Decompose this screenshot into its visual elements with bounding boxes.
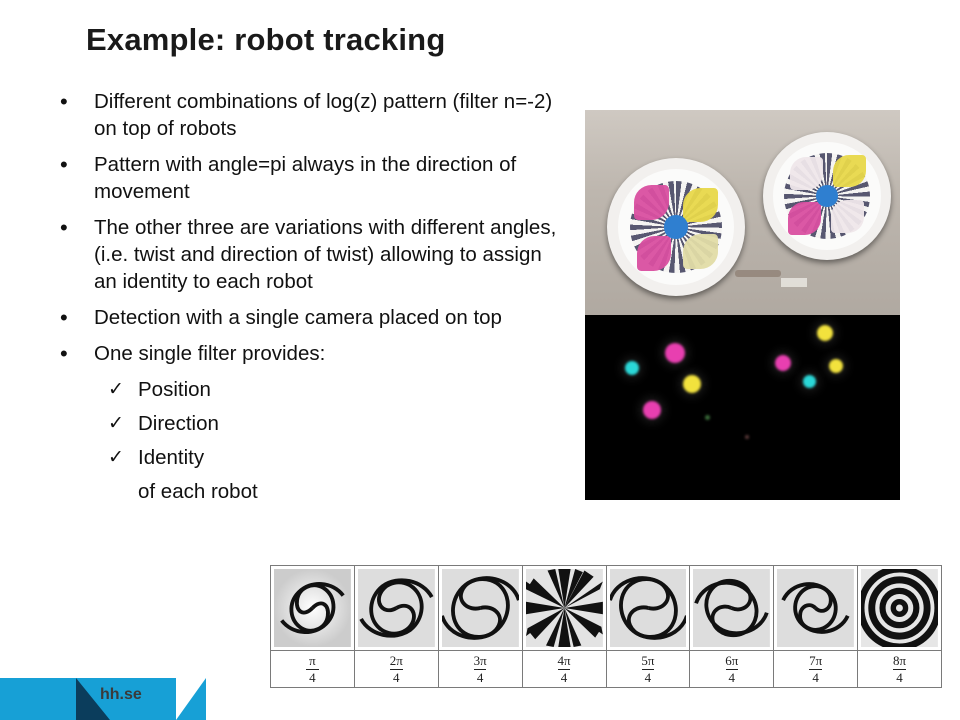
robot-right (763, 132, 891, 260)
list-item-text: Pattern with angle=pi always in the direction of movement (94, 153, 517, 203)
list-item-text: The other three are variations with different angles, (i.e. twist and direction of twist) allowing to assign an identity to each robot (94, 216, 557, 293)
bullet-marker-icon: • (60, 152, 68, 177)
spiral-pattern-icon (442, 569, 519, 647)
detection-noise (745, 435, 749, 439)
robot-disc (618, 169, 734, 285)
fraction-denominator: 4 (809, 669, 822, 684)
fraction-denominator: 4 (474, 669, 487, 684)
list-item-text: Different combinations of log(z) pattern (filter n=-2) on top of robots (94, 90, 553, 140)
robot-hub (664, 215, 687, 238)
detection-blob-magenta (665, 343, 685, 363)
petal-magenta (788, 202, 820, 234)
spiral-pattern-icon (777, 569, 854, 647)
filter-cell-7 (774, 566, 858, 650)
robot-photo-figure (585, 110, 900, 500)
fraction-numerator: 8π (893, 653, 907, 669)
photo-detection-view (585, 315, 900, 500)
detection-blob-cyan (803, 375, 816, 388)
marker-detail (781, 278, 807, 287)
check-icon: ✓ (108, 413, 124, 434)
bullet-marker-icon: • (60, 341, 68, 366)
cable-detail (735, 270, 781, 277)
filter-angle-label (271, 651, 355, 687)
list-item-text: One single filter provides: (94, 342, 326, 365)
filter-cell-5 (607, 566, 691, 650)
spiral-pattern-icon (358, 569, 435, 647)
detection-blob-magenta (775, 355, 791, 371)
filter-image-row (271, 566, 941, 650)
sub-list-item-label: Identity (138, 446, 205, 469)
list-item-text: Detection with a single camera placed on top (94, 306, 502, 329)
fraction-denominator: 4 (726, 669, 739, 684)
fraction-numerator: 2π (389, 653, 403, 669)
filter-label-row (271, 650, 941, 687)
fraction-numerator: 6π (725, 653, 739, 669)
robot-disc (773, 142, 881, 250)
filter-cell-8 (858, 566, 941, 650)
petal-magenta (634, 185, 669, 220)
filter-angle-label (690, 651, 774, 687)
petal-yellow (833, 155, 865, 187)
list-item (46, 151, 566, 205)
fraction-denominator: 4 (558, 669, 571, 684)
robot-left (607, 158, 745, 296)
fraction-numerator: 3π (473, 653, 487, 669)
fraction-numerator: π (309, 653, 316, 669)
list-item (46, 88, 566, 142)
page-title: Example: robot tracking (86, 22, 446, 57)
sub-list-item (46, 444, 566, 471)
detection-blob-yellow (817, 325, 833, 341)
concentric-rings-icon (861, 569, 938, 647)
fraction-denominator: 4 (642, 669, 655, 684)
detection-blob-yellow (829, 359, 843, 373)
sub-list-item (46, 376, 566, 403)
fraction-denominator: 4 (306, 669, 319, 684)
filter-bank-table (270, 565, 942, 688)
fraction-denominator: 4 (893, 669, 906, 684)
detection-blob-magenta (643, 401, 661, 419)
detection-blob-yellow (683, 375, 701, 393)
sub-list-tail-text: of each robot (138, 480, 258, 503)
petal-yellow (683, 188, 718, 223)
list-item (46, 340, 566, 367)
sub-list-item-label: Direction (138, 412, 219, 435)
filter-angle-label (523, 651, 607, 687)
fraction-numerator: 4π (557, 653, 571, 669)
check-icon: ✓ (108, 379, 124, 400)
photo-daylight-view (585, 110, 900, 315)
bullet-marker-icon: • (60, 89, 68, 114)
spiral-pattern-icon (610, 569, 687, 647)
robot-hub (816, 185, 838, 207)
fraction-denominator: 4 (390, 669, 403, 684)
detection-blob-cyan (625, 361, 639, 375)
list-item (46, 304, 566, 331)
filter-cell-1 (271, 566, 355, 650)
filter-angle-label (439, 651, 523, 687)
sub-list-item-label: Position (138, 378, 211, 401)
bullet-marker-icon: • (60, 305, 68, 330)
spiral-pattern-icon (274, 569, 351, 647)
fraction-numerator: 5π (641, 653, 655, 669)
check-icon: ✓ (108, 447, 124, 468)
filter-angle-label (607, 651, 691, 687)
filter-angle-label (355, 651, 439, 687)
filter-angle-label (774, 651, 858, 687)
filter-angle-label (858, 651, 941, 687)
filter-cell-2 (355, 566, 439, 650)
detection-noise (705, 415, 710, 420)
filter-cell-6 (690, 566, 774, 650)
fraction-numerator: 7π (809, 653, 823, 669)
footer-label: hh.se (100, 686, 142, 703)
sub-list-item (46, 410, 566, 437)
list-item (46, 214, 566, 295)
bullet-marker-icon: • (60, 215, 68, 240)
petal-pale (790, 157, 822, 189)
bullet-list (46, 88, 566, 505)
filter-cell-3 (439, 566, 523, 650)
radial-pattern-icon (526, 569, 603, 647)
petal-pale (831, 200, 863, 232)
filter-cell-4 (523, 566, 607, 650)
petal-pale (683, 234, 718, 269)
spiral-pattern-icon (693, 569, 770, 647)
